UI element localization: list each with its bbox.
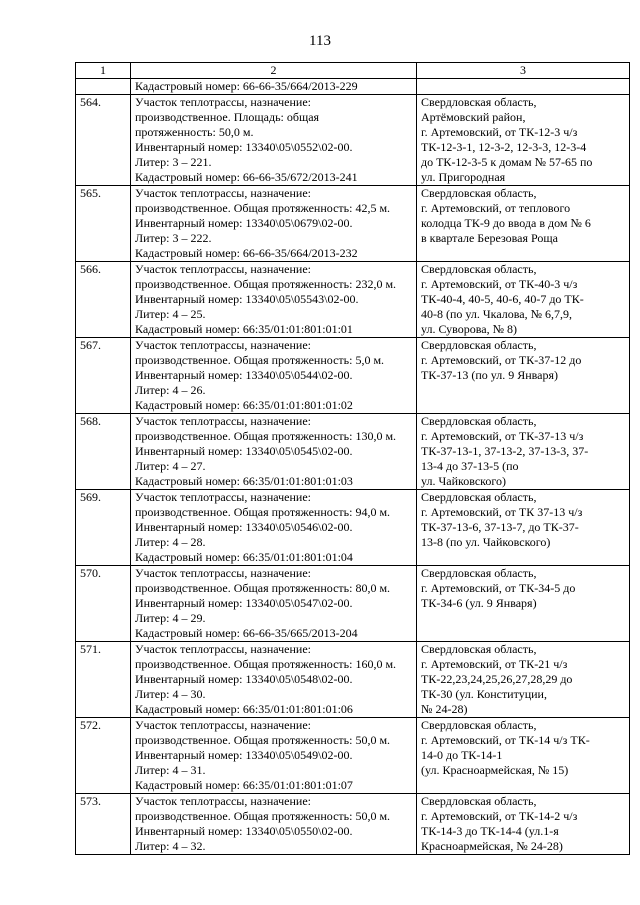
column-header-3: 3 (417, 63, 630, 79)
continuation-address-cell (417, 79, 630, 95)
column-header-1: 1 (76, 63, 131, 79)
row-number: 571. (76, 642, 131, 718)
row-address: Свердловская область, г. Артемовский, от теплового колодца ТК-9 до ввода в дом № 6 в квартале Березовая Роща (417, 186, 630, 262)
row-address: Свердловская область, г. Артемовский, от ТК-14-2 ч/з ТК-14-3 до ТК-14-4 (ул.1-я Красноармейская, № 24-28) (417, 794, 630, 855)
table-row (76, 414, 630, 490)
property-register-table (75, 62, 630, 855)
row-address: Свердловская область, г. Артемовский, от ТК 37-13 ч/з ТК-37-13-6, 37-13-7, до ТК-37- 13-8 (по ул. Чайковского) (417, 490, 630, 566)
row-number: 573. (76, 794, 131, 855)
row-description: Участок теплотрассы, назначение: производственное. Общая протяженность: 50,0 м. Инвентарный номер: 13340\05\0549\02-00. Литер: 4 – 31. Кадастровый номер: 66:35/01:01:801:01:07 (131, 718, 417, 794)
row-number: 564. (76, 95, 131, 186)
table-row (76, 566, 630, 642)
table-row (76, 186, 630, 262)
row-number: 565. (76, 186, 131, 262)
row-number: 570. (76, 566, 131, 642)
table-row (76, 95, 630, 186)
continuation-row (76, 79, 630, 95)
table-row (76, 262, 630, 338)
table-row (76, 794, 630, 855)
table-row (76, 642, 630, 718)
row-description: Участок теплотрассы, назначение: производственное. Общая протяженность: 5,0 м. Инвентарный номер: 13340\05\0544\02-00. Литер: 4 – 26. Кадастровый номер: 66:35/01:01:801:01:02 (131, 338, 417, 414)
row-number: 566. (76, 262, 131, 338)
row-address: Свердловская область, г. Артемовский, от ТК-14 ч/з ТК- 14-0 до ТК-14-1 (ул. Красноармейская, № 15) (417, 718, 630, 794)
column-number-header-row (76, 63, 630, 79)
row-description: Участок теплотрассы, назначение: производственное. Общая протяженность: 80,0 м. Инвентарный номер: 13340\05\0547\02-00. Литер: 4 – 29. Кадастровый номер: 66-66-35/665/2013-204 (131, 566, 417, 642)
table-row (76, 490, 630, 566)
row-description: Участок теплотрассы, назначение: производственное. Общая протяженность: 42,5 м. Инвентарный номер: 13340\05\0679\02-00. Литер: 3 – 222. Кадастровый номер: 66-66-35/664/2013-232 (131, 186, 417, 262)
row-description: Участок теплотрассы, назначение: производственное. Общая протяженность: 160,0 м. Инвентарный номер: 13340\05\0548\02-00. Литер: 4 – 30. Кадастровый номер: 66:35/01:01:801:01:06 (131, 642, 417, 718)
row-address: Свердловская область, г. Артемовский, от ТК-37-13 ч/з ТК-37-13-1, 37-13-2, 37-13-3, 37- 13-4 до 37-13-5 (по ул. Чайковского) (417, 414, 630, 490)
row-description: Участок теплотрассы, назначение: производственное. Общая протяженность: 232,0 м. Инвентарный номер: 13340\05\05543\02-00. Литер: 4 – 25. Кадастровый номер: 66:35/01:01:801:01:01 (131, 262, 417, 338)
column-header-2: 2 (131, 63, 417, 79)
row-address: Свердловская область, г. Артемовский, от ТК-21 ч/з ТК-22,23,24,25,26,27,28,29 до ТК-30 (ул. Конституции, № 24-28) (417, 642, 630, 718)
row-number: 567. (76, 338, 131, 414)
continuation-number-cell (76, 79, 131, 95)
page-number: 113 (309, 33, 331, 49)
continuation-description-cell: Кадастровый номер: 66-66-35/664/2013-229 (131, 79, 417, 95)
table-row (76, 718, 630, 794)
row-address: Свердловская область, г. Артемовский, от ТК-37-12 до ТК-37-13 (по ул. 9 Января) (417, 338, 630, 414)
row-address: Свердловская область, Артёмовский район, г. Артемовский, от ТК-12-3 ч/з ТК-12-3-1, 12-3-2, 12-3-3, 12-3-4 до ТК-12-3-5 к домам № 57-65 по ул. Пригородная (417, 95, 630, 186)
row-description: Участок теплотрассы, назначение: производственное. Общая протяженность: 50,0 м. Инвентарный номер: 13340\05\0550\02-00. Литер: 4 – 32. (131, 794, 417, 855)
row-address: Свердловская область, г. Артемовский, от ТК-34-5 до ТК-34-6 (ул. 9 Января) (417, 566, 630, 642)
row-number: 572. (76, 718, 131, 794)
row-number: 569. (76, 490, 131, 566)
row-description: Участок теплотрассы, назначение: производственное. Общая протяженность: 94,0 м. Инвентарный номер: 13340\05\0546\02-00. Литер: 4 – 28. Кадастровый номер: 66:35/01:01:801:01:04 (131, 490, 417, 566)
table-row (76, 338, 630, 414)
row-address: Свердловская область, г. Артемовский, от ТК-40-3 ч/з ТК-40-4, 40-5, 40-6, 40-7 до ТК- 40-8 (по ул. Чкалова, № 6,7,9, ул. Суворова, № 8) (417, 262, 630, 338)
row-description: Участок теплотрассы, назначение: производственное. Площадь: общая протяженность: 50,0 м. Инвентарный номер: 13340\05\0552\02-00. Литер: 3 – 221. Кадастровый номер: 66-66-35/672/2013-241 (131, 95, 417, 186)
row-description: Участок теплотрассы, назначение: производственное. Общая протяженность: 130,0 м. Инвентарный номер: 13340\05\0545\02-00. Литер: 4 – 27. Кадастровый номер: 66:35/01:01:801:01:03 (131, 414, 417, 490)
row-number: 568. (76, 414, 131, 490)
